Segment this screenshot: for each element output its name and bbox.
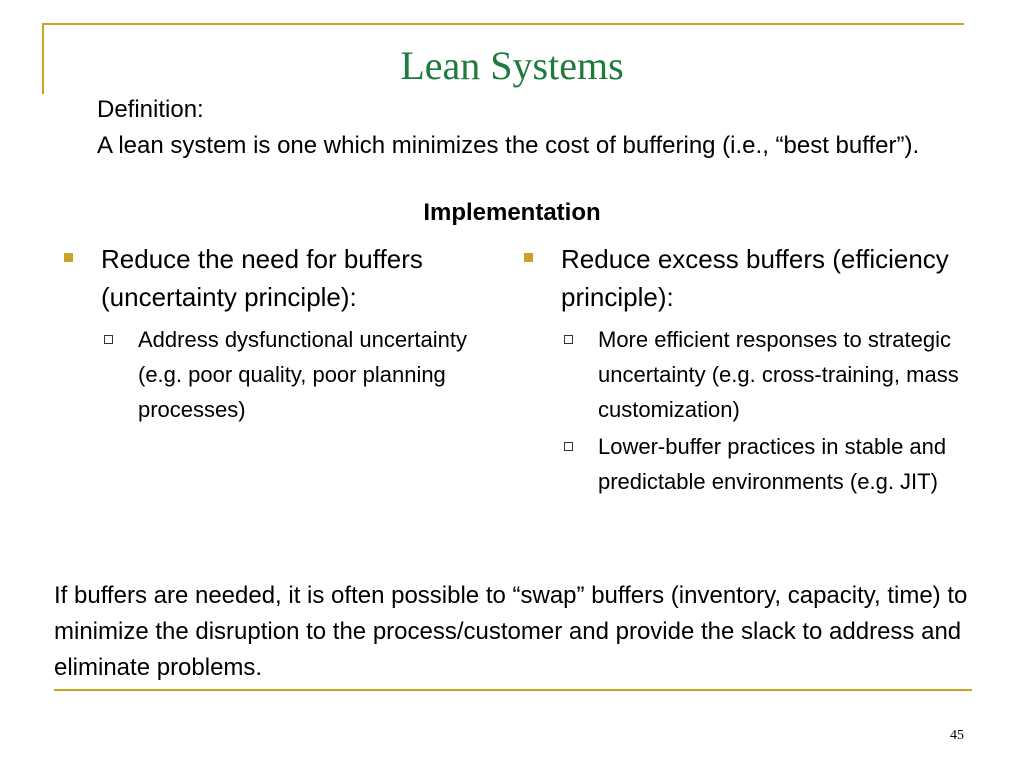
hollow-square-bullet-icon	[564, 335, 573, 344]
bullet-text: Reduce the need for buffers (uncertainty principle):	[101, 244, 423, 312]
slide-title: Lean Systems	[400, 43, 624, 88]
sub-bullet-item	[520, 429, 980, 499]
footer-paragraph: If buffers are needed, it is often possible to “swap” buffers (inventory, capacity, time) to minimize the disruption to the process/customer and provide the slack to address and eliminate problems.	[54, 582, 968, 681]
sub-bullet-text: More efficient responses to strategic uncertainty (e.g. cross-training, mass customization)	[598, 327, 959, 422]
sub-bullet-text: Lower-buffer practices in stable and predictable environments (e.g. JIT)	[598, 434, 947, 494]
sub-bullet-item	[520, 322, 980, 427]
bullet-item	[60, 240, 500, 316]
definition-label: Definition:	[97, 96, 204, 123]
left-column	[60, 240, 500, 427]
sub-bullet-list	[520, 322, 980, 499]
square-bullet-icon	[524, 253, 533, 262]
definition-block	[97, 92, 967, 164]
frame-bottom-rule	[54, 689, 972, 691]
sub-bullet-item	[60, 322, 500, 427]
right-column	[520, 240, 980, 499]
bullet-item	[520, 240, 980, 316]
sub-bullet-list	[60, 322, 500, 427]
hollow-square-bullet-icon	[564, 442, 573, 451]
bullet-text: Reduce excess buffers (efficiency principle):	[561, 244, 949, 312]
implementation-heading: Implementation	[423, 199, 601, 226]
hollow-square-bullet-icon	[104, 335, 113, 344]
definition-text: A lean system is one which minimizes the cost of buffering (i.e., “best buffer”).	[97, 132, 920, 159]
page-number: 45	[950, 728, 964, 743]
frame-top-rule	[42, 23, 964, 25]
square-bullet-icon	[64, 253, 73, 262]
sub-bullet-text: Address dysfunctional uncertainty (e.g. poor quality, poor planning processes)	[138, 327, 467, 422]
